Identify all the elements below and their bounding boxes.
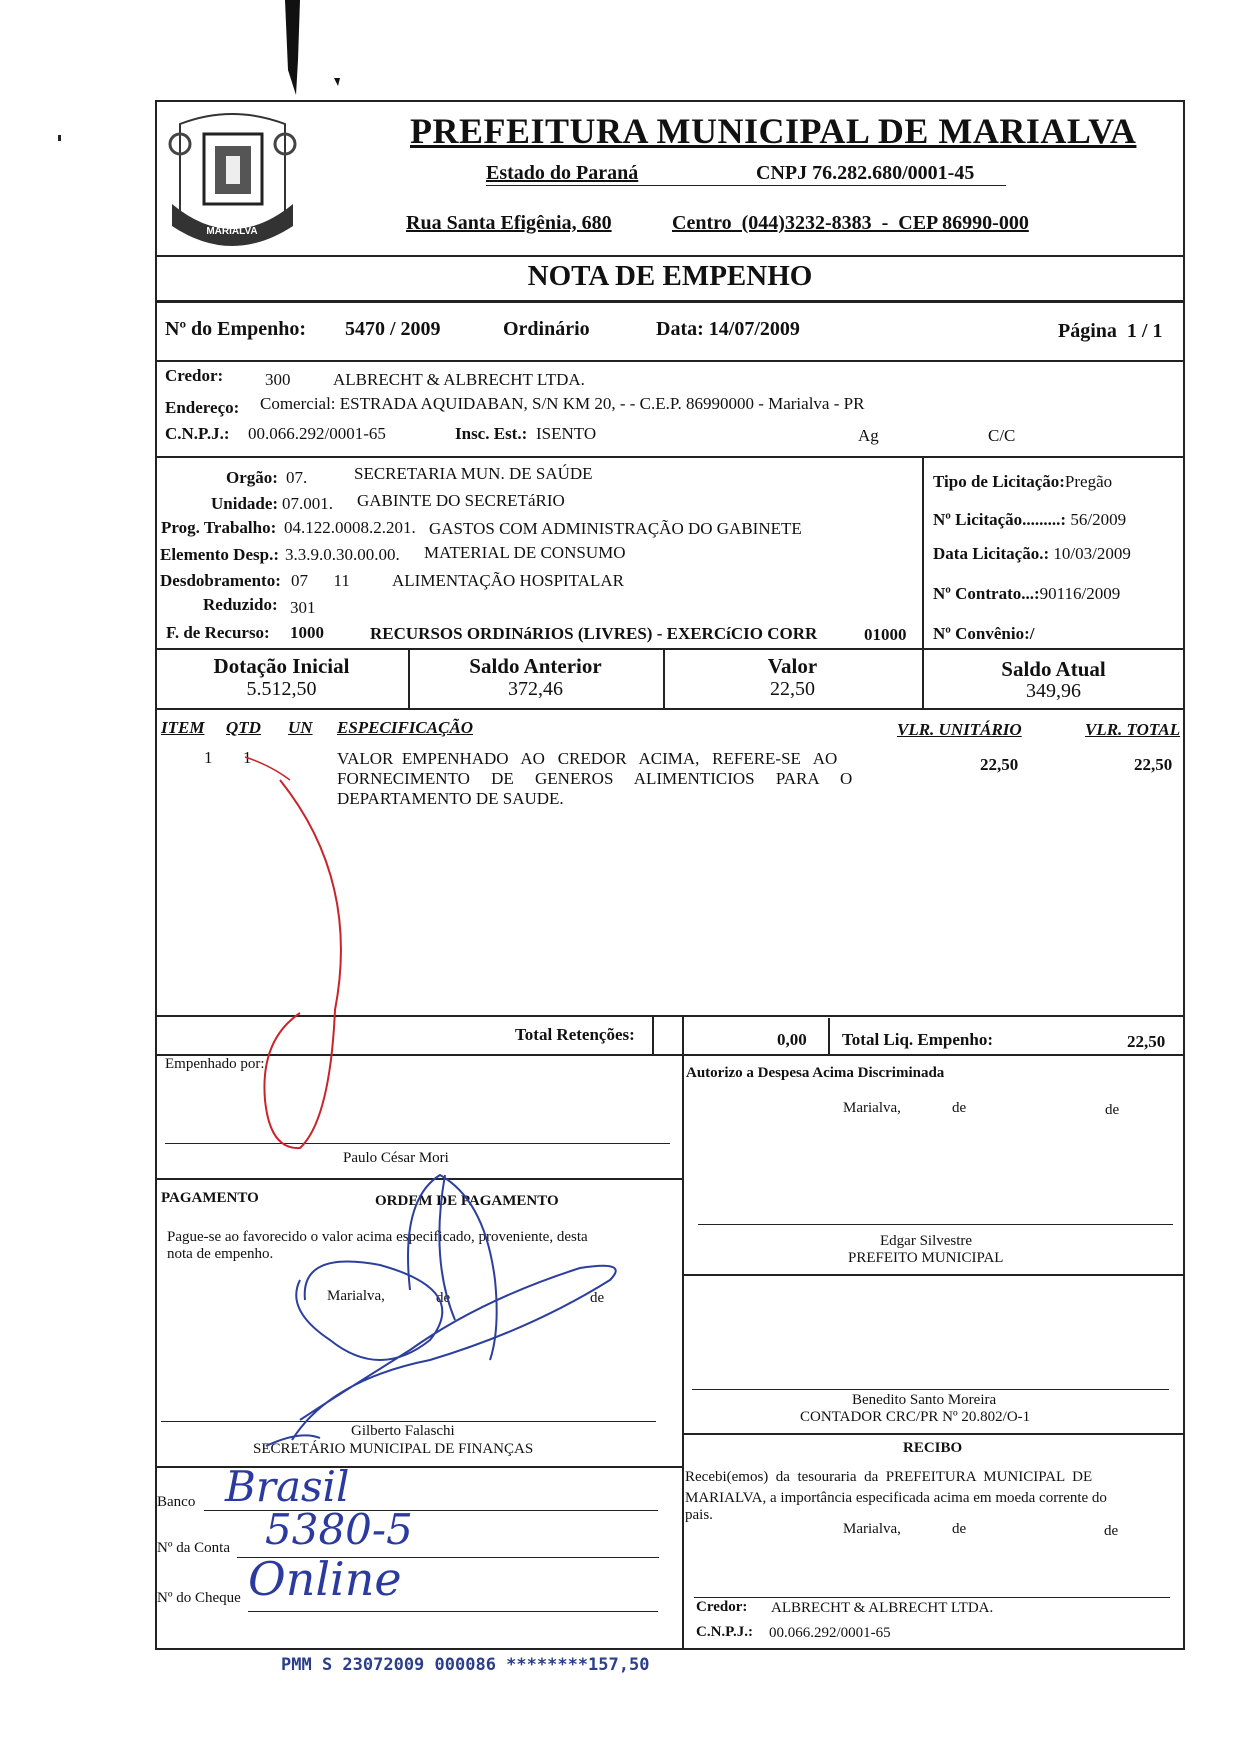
payment-stamp: PMM S 23072009 000086 ********157,50	[281, 1655, 650, 1675]
fonte-label: F. de Recurso:	[166, 623, 270, 642]
recibo-credor-label: Credor:	[696, 1599, 748, 1615]
recibo-cnpj-label: C.N.P.J.:	[696, 1624, 753, 1640]
licitacao-num-value: 56/2009	[1070, 510, 1127, 529]
credor-cnpj: 00.066.292/0001-65	[248, 424, 386, 443]
retencoes-label: Total Retenções:	[515, 1025, 635, 1044]
saldo-atual-label: Saldo Atual	[1001, 657, 1106, 681]
pagamento-de2: de	[590, 1290, 605, 1306]
prog-code: 04.122.0008.2.201.	[284, 518, 416, 537]
recibo-cnpj-value: 00.066.292/0001-65	[769, 1625, 891, 1641]
conta-handwritten: 5380-5	[265, 1505, 413, 1554]
reduzido-value: 301	[290, 598, 316, 617]
saldo-atual-value: 349,96	[1026, 680, 1081, 702]
pagamento-marialva: Marialva,	[327, 1288, 385, 1304]
doc-title: NOTA DE EMPENHO	[527, 260, 813, 292]
recibo-text-line3: pais.	[685, 1507, 713, 1523]
desdobramento-code: 07 11	[291, 571, 350, 590]
desdobramento-value: ALIMENTAÇÃO HOSPITALAR	[392, 571, 624, 590]
secretario-cargo: SECRETÁRIO MUNICIPAL DE FINANÇAS	[253, 1441, 534, 1457]
pagamento-text-line1: Pague-se ao favorecido o valor acima especificado, proveniente, desta	[167, 1229, 588, 1245]
ordem-pagamento-title: ORDEM DE PAGAMENTO	[375, 1193, 559, 1209]
banco-label: Banco	[157, 1494, 196, 1510]
col-qtd: QTD	[226, 718, 261, 737]
conta-label: Nº da Conta	[157, 1540, 230, 1556]
prefeito-cargo: PREFEITO MUNICIPAL	[848, 1250, 1004, 1266]
recibo-credor-value: ALBRECHT & ALBRECHT LTDA.	[771, 1600, 994, 1616]
autorizo-label: Autorizo a Despesa Acima Discriminada	[686, 1065, 945, 1081]
fonte-code: 1000	[290, 623, 324, 642]
prefeito-nome: Edgar Silvestre	[880, 1233, 973, 1249]
contrato-label: Nº Contrato...:	[933, 584, 1040, 603]
empenho-type: Ordinário	[503, 318, 590, 340]
prog-label: Prog. Trabalho:	[161, 518, 277, 537]
licitacao-data-value: 10/03/2009	[1053, 544, 1131, 563]
coat-of-arms-logo	[160, 104, 305, 256]
licitacao-num-label: Nº Licitação.........:	[933, 510, 1067, 529]
saldo-anterior-label: Saldo Anterior	[469, 654, 602, 678]
desdobramento-label: Desdobramento:	[160, 571, 281, 590]
secretario-nome: Gilberto Falaschi	[351, 1423, 455, 1439]
insc-label: Insc. Est.:	[455, 424, 528, 443]
credor-name: ALBRECHT & ALBRECHT LTDA.	[333, 370, 585, 389]
item-spec-line3: DEPARTAMENTO DE SAUDE.	[337, 789, 564, 808]
cc-label: C/C	[988, 426, 1016, 445]
recibo-de1: de	[952, 1521, 967, 1537]
address-rest: Centro (044)3232-8383 - CEP 86990-000	[672, 212, 1029, 234]
recibo-text-line2: MARIALVA, a importância especificada acima em moeda corrente do	[685, 1490, 1107, 1506]
state-label: Estado do Paraná	[486, 162, 639, 184]
fonte-number: 01000	[864, 625, 907, 644]
autorizo-marialva: Marialva,	[843, 1100, 901, 1116]
liquido-value: 22,50	[1127, 1032, 1166, 1051]
insc-value: ISENTO	[536, 424, 597, 443]
empenho-number: 5470 / 2009	[345, 318, 441, 340]
autorizo-de1: de	[952, 1100, 967, 1116]
page-number: Página 1 / 1	[1058, 320, 1163, 342]
item-qtd: 1	[243, 748, 252, 767]
cheque-handwritten: Online	[248, 1552, 402, 1606]
credor-label: Credor:	[165, 366, 224, 385]
elemento-code: 3.3.9.0.30.00.00.	[285, 545, 400, 564]
fonte-value: RECURSOS ORDINáRIOS (LIVRES) - EXERCíCIO CORR	[370, 624, 818, 643]
elemento-value: MATERIAL DE CONSUMO	[424, 543, 626, 562]
autorizo-de2: de	[1105, 1102, 1120, 1118]
liquido-label: Total Liq. Empenho:	[842, 1030, 993, 1049]
crest-label: MARIALVA	[206, 226, 258, 237]
address-line: Rua Santa Efigênia, 680	[406, 212, 612, 234]
contrato-value: 90116/2009	[1039, 584, 1121, 603]
orgao-code: 07.	[286, 468, 308, 487]
saldo-anterior-value: 372,46	[508, 678, 563, 700]
dot-mark	[58, 135, 61, 141]
cnpj-label: C.N.P.J.:	[165, 424, 230, 443]
pagamento-text-line2: nota de empenho.	[167, 1246, 274, 1262]
empenhado-nome: Paulo César Mori	[343, 1150, 449, 1166]
cnpj-header: CNPJ 76.282.680/0001-45	[756, 162, 975, 184]
ag-label: Ag	[858, 426, 879, 445]
empenhado-label: Empenhado por:	[165, 1056, 265, 1072]
licitacao-data-label: Data Licitação.:	[933, 544, 1050, 563]
item-vlr-unitario: 22,50	[980, 755, 1019, 774]
item-spec-line2: FORNECIMENTO DE GENEROS ALIMENTICIOS PARA O	[337, 769, 853, 788]
item-spec-line1: VALOR EMPENHADO AO CREDOR ACIMA, REFERE-SE AO	[337, 749, 838, 768]
valor-value: 22,50	[770, 678, 815, 700]
cheque-label: Nº do Cheque	[157, 1590, 241, 1606]
col-un: UN	[288, 718, 313, 737]
banco-handwritten: Brasil	[225, 1462, 350, 1511]
unidade-code: 07.001.	[282, 494, 333, 513]
elemento-label: Elemento Desp.:	[160, 545, 279, 564]
valor-label: Valor	[767, 654, 818, 678]
credor-address: Comercial: ESTRADA AQUIDABAN, S/N KM 20, - - C.E.P. 86990000 - Marialva - PR	[260, 394, 865, 413]
contador-cargo: CONTADOR CRC/PR Nº 20.802/O-1	[800, 1409, 1031, 1425]
orgao-label: Orgão:	[226, 468, 278, 487]
credor-code: 300	[265, 370, 291, 389]
tipo-licitacao-label: Tipo de Licitação:	[933, 472, 1065, 491]
pagamento-de1: de	[436, 1290, 451, 1306]
empenho-label: Nº do Empenho:	[165, 318, 307, 340]
convenio-label: Nº Convênio:/	[933, 624, 1035, 643]
col-item: ITEM	[161, 718, 205, 737]
col-vlr-unitario: VLR. UNITÁRIO	[897, 720, 1022, 739]
dotacao-value: 5.512,50	[246, 678, 317, 700]
endereco-label: Endereço:	[165, 398, 240, 417]
empenho-date: Data: 14/07/2009	[656, 318, 800, 340]
recibo-marialva: Marialva,	[843, 1521, 901, 1537]
col-vlr-total: VLR. TOTAL	[1085, 720, 1181, 739]
prog-value: GASTOS COM ADMINISTRAÇÃO DO GABINETE	[429, 519, 802, 538]
recibo-title: RECIBO	[903, 1440, 963, 1456]
tipo-licitacao-value: Pregão	[1064, 472, 1113, 491]
unidade-label: Unidade:	[211, 494, 279, 513]
item-number: 1	[204, 748, 213, 767]
recibo-text-line1: Recebi(emos) da tesouraria da PREFEITURA MUNICIPAL DE	[685, 1469, 1093, 1485]
item-vlr-total: 22,50	[1134, 755, 1173, 774]
reduzido-label: Reduzido:	[203, 595, 278, 614]
page-title: PREFEITURA MUNICIPAL DE MARIALVA	[410, 111, 1137, 151]
col-especificacao: ESPECIFICAÇÃO	[337, 718, 474, 737]
unidade-value: GABINTE DO SECRETáRIO	[357, 491, 565, 510]
pagamento-title: PAGAMENTO	[161, 1190, 259, 1206]
contador-nome: Benedito Santo Moreira	[852, 1392, 997, 1408]
dotacao-label: Dotação Inicial	[213, 654, 350, 678]
ink-mark	[270, 0, 350, 100]
retencoes-value: 0,00	[777, 1030, 807, 1049]
orgao-value: SECRETARIA MUN. DE SAÚDE	[354, 464, 593, 483]
recibo-de2: de	[1104, 1523, 1119, 1539]
